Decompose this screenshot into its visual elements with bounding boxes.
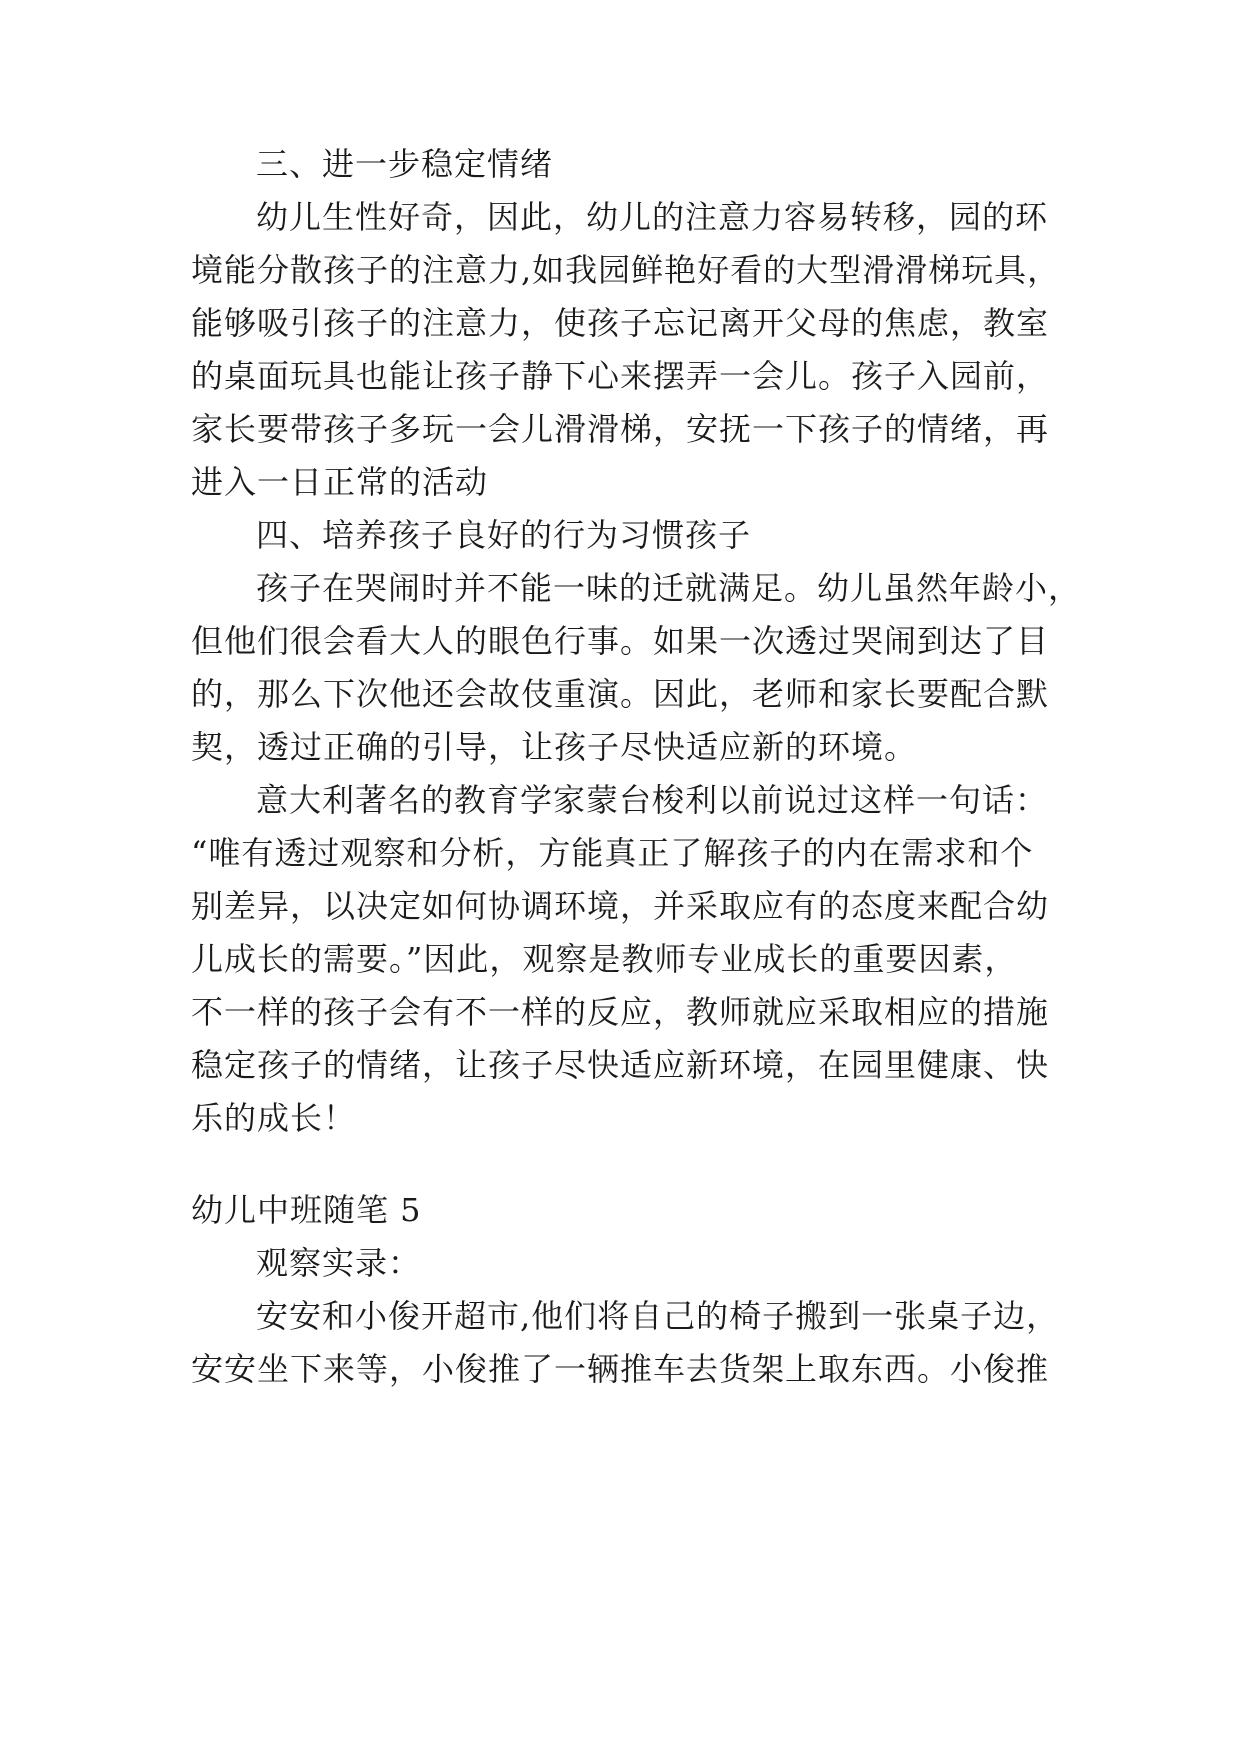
paragraph-line: 儿成长的需要。”因此，观察是教师专业成长的重要因素， [191, 940, 1018, 978]
paragraph-line: 的桌面玩具也能让孩子静下心来摆弄一会儿。孩子入园前， [191, 357, 1050, 395]
paragraph-line: 稳定孩子的情绪，让孩子尽快适应新环境，在园里健康、快 [191, 1046, 1050, 1084]
paragraph-line: 能够吸引孩子的注意力，使孩子忘记离开父母的焦虑，教室 [191, 304, 1050, 342]
essay-subheading: 观察实录： [256, 1244, 422, 1282]
paragraph-line: 孩子在哭闹时并不能一味的迁就满足。幼儿虽然年龄小， [256, 569, 1082, 607]
section-heading-3: 三、进一步稳定情绪 [256, 145, 554, 183]
paragraph-line: 但他们很会看大人的眼色行事。如果一次透过哭闹到达了目 [191, 622, 1050, 660]
paragraph-line: 意大利著名的教育学家蒙台梭利以前说过这样一句话： [256, 781, 1049, 819]
paragraph-line: 的，那么下次他还会故伎重演。因此，老师和家长要配合默 [191, 675, 1050, 713]
section-heading-4: 四、培养孩子良好的行为习惯孩子 [256, 516, 752, 554]
essay-title: 幼儿中班随笔 5 [191, 1191, 422, 1229]
paragraph-line: 不一样的孩子会有不一样的反应，教师就应采取相应的措施 [191, 993, 1050, 1031]
paragraph-line: 契，透过正确的引导，让孩子尽快适应新的环境。 [191, 728, 918, 766]
paragraph-line: 安安和小俊开超市,他们将自己的椅子搬到一张桌子边， [256, 1297, 1060, 1335]
paragraph-line: “唯有透过观察和分析，方能真正了解孩子的内在需求和个 [191, 834, 1034, 872]
paragraph-line: 幼儿生性好奇，因此，幼儿的注意力容易转移，园的环 [256, 198, 1049, 236]
paragraph-line: 别差异，以决定如何协调环境，并采取应有的态度来配合幼 [191, 887, 1050, 925]
paragraph-line: 进入一日正常的活动 [191, 463, 489, 501]
paragraph-line: 家长要带孩子多玩一会儿滑滑梯，安抚一下孩子的情绪，再 [191, 410, 1050, 448]
paragraph-line: 境能分散孩子的注意力,如我园鲜艳好看的大型滑滑梯玩具， [191, 251, 1061, 289]
paragraph-line: 乐的成长！ [191, 1099, 357, 1137]
paragraph-line: 安安坐下来等，小俊推了一辆推车去货架上取东西。小俊推 [191, 1350, 1050, 1388]
